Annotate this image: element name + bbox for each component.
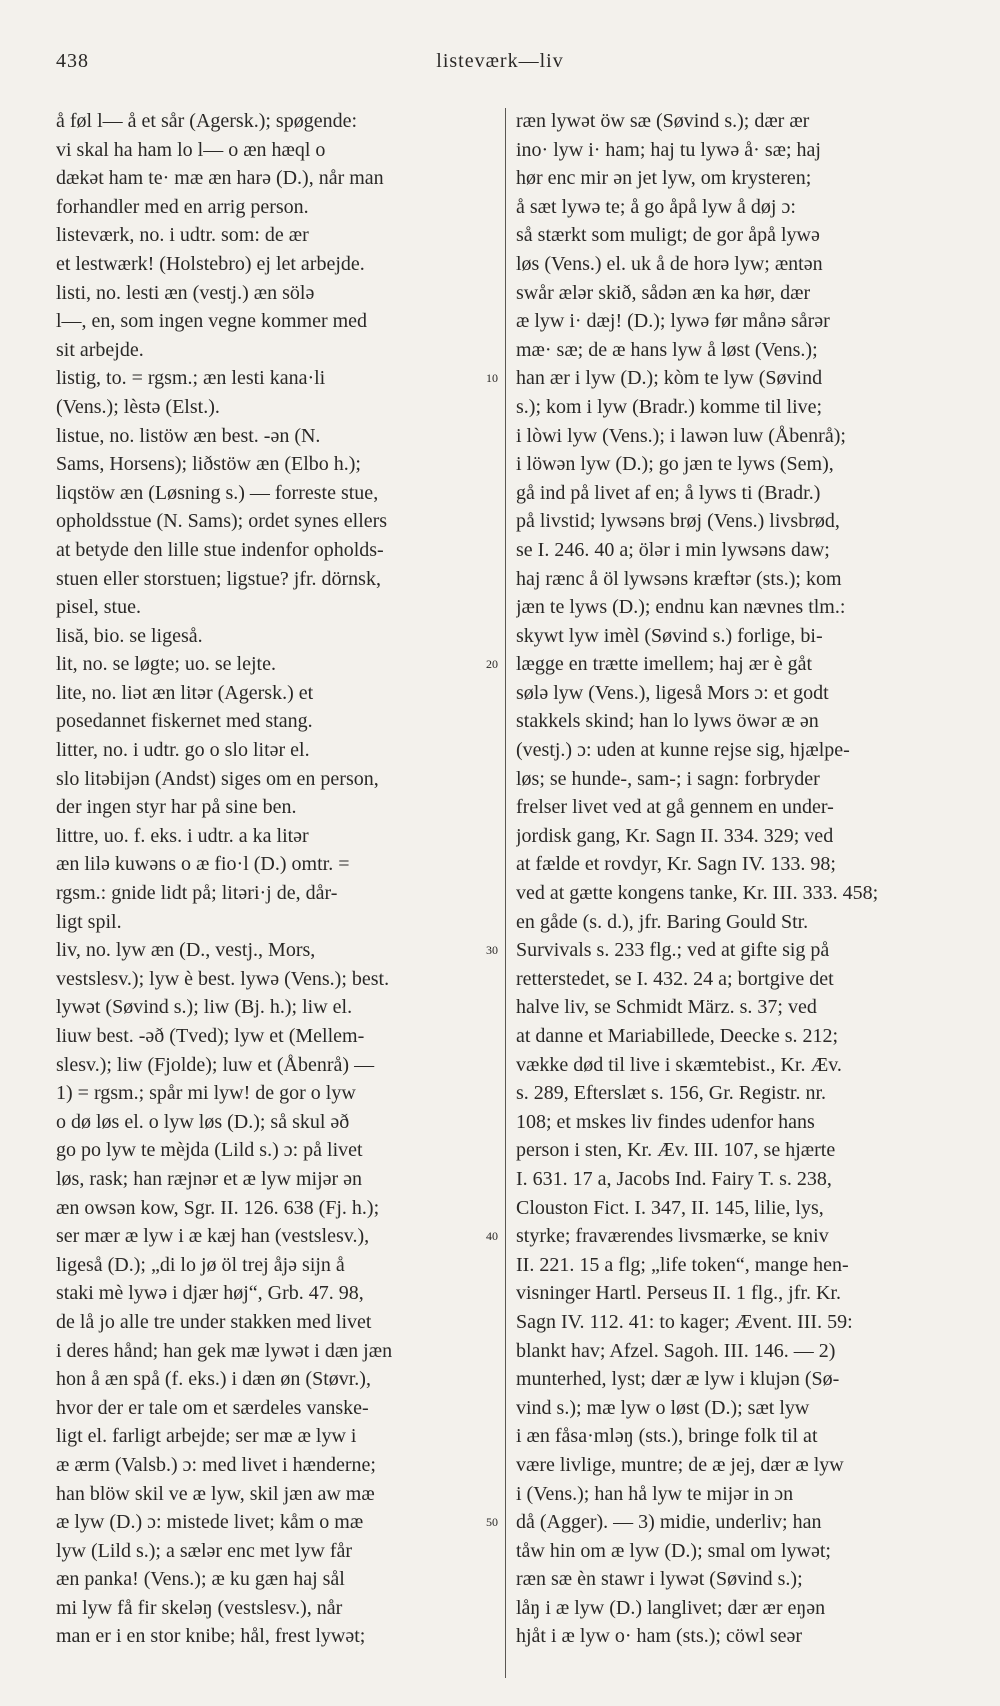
text-line: en gåde (s. d.), jfr. Baring Gould Str. bbox=[516, 910, 809, 933]
text-line: I. 631. 17 a, Jacobs Ind. Fairy T. s. 238, bbox=[516, 1167, 832, 1190]
text-line: han blöw skil ve æ lyw, skil jæn aw mæ bbox=[56, 1482, 375, 1505]
text-line: go po lyw te mèjda (Lild s.) ɔ: på livet bbox=[56, 1139, 363, 1162]
text-line: æn lilə kuwəns o æ fio·l (D.) omtr. = bbox=[56, 853, 350, 876]
text-line: at danne et Mariabillede, Deecke s. 212; bbox=[516, 1025, 839, 1047]
text-line: listig, to. = rgsm.; æn lesti kana·li bbox=[56, 367, 326, 390]
text-line: person i sten, Kr. Æv. III. 107, se hjærte bbox=[516, 1139, 836, 1162]
text-line: dækət ham te· mæ æn harə (D.), når man bbox=[56, 167, 384, 190]
left-column bbox=[56, 107, 496, 1651]
text-line: ligt spil. bbox=[56, 910, 122, 933]
text-line: æ lyw i· dæj! (D.); lywə før månə sårər bbox=[516, 310, 830, 333]
text-line: posedannet fiskernet med stang. bbox=[56, 710, 313, 733]
text-line: æn panka! (Vens.); æ ku gæn haj sål bbox=[56, 1568, 345, 1591]
text-line: s. 289, Efterslæt s. 156, Gr. Registr. nr. bbox=[516, 1082, 826, 1105]
text-line: 108; et mskes liv findes udenfor hans bbox=[516, 1110, 815, 1133]
text-line: (Vens.); lèstə (Elst.). bbox=[56, 395, 220, 418]
text-line: s.); kom i lyw (Bradr.) komme til live; bbox=[516, 395, 823, 418]
text-line: hør enc mir ən jet lyw, om krysteren; bbox=[516, 167, 812, 190]
line-number: 20 bbox=[486, 657, 498, 672]
text-line: ino· lyw i· ham; haj tu lywə å· sæ; haj bbox=[516, 138, 821, 161]
text-line: haj rænc å öl lywsəns kræftər (sts.); kom bbox=[516, 567, 842, 590]
text-line: ræn lywət öw sæ (Søvind s.); dær ær bbox=[516, 110, 810, 132]
text-line: listeværk, no. i udtr. som: de ær bbox=[56, 224, 309, 247]
text-line: ligeså (D.); „di lo jø öl trej åjə sijn å bbox=[56, 1253, 345, 1276]
text-line: æ lyw (D.) ɔ: mistede livet; kåm o mæ bbox=[56, 1511, 364, 1534]
text-line: staki mè lywə i djær høj“, Grb. 47. 98, bbox=[56, 1282, 364, 1305]
text-line: stakkels skind; han lo lyws öwər æ ən bbox=[516, 710, 819, 733]
text-line: liuw best. -əð (Tved); lyw et (Mellem- bbox=[56, 1025, 365, 1047]
text-line: Survivals s. 233 flg.; ved at gifte sig på bbox=[516, 939, 830, 962]
text-line: då (Agger). — 3) midie, underliv; han bbox=[516, 1511, 822, 1534]
text-line: gå ind på livet af en; å lyws ti (Bradr.) bbox=[516, 481, 821, 504]
text-line: å sæt lywə te; å go åpå lyw å døj ɔ: bbox=[516, 195, 796, 218]
text-line: swår ælər skið, sådən æn ka hør, dær bbox=[516, 281, 811, 304]
text-line: i æn fåsa·mləŋ (sts.), bringe folk til at bbox=[516, 1425, 818, 1448]
text-line: der ingen styr har på sine ben. bbox=[56, 796, 297, 819]
text-line: hvor der er tale om et særdeles vanske- bbox=[56, 1396, 369, 1419]
text-line: Clouston Fict. I. 347, II. 145, lilie, lys, bbox=[516, 1196, 824, 1219]
text-line: pisel, stue. bbox=[56, 596, 141, 619]
line-number: 30 bbox=[486, 943, 498, 958]
right-column bbox=[516, 107, 948, 1651]
line-number: 10 bbox=[486, 371, 498, 386]
text-line: jæn te lyws (D.); endnu kan nævnes tlm.: bbox=[516, 596, 846, 619]
text-line: løs, rask; han ræjnər et æ lyw mijər ən bbox=[56, 1167, 363, 1190]
text-line: slo litəbijən (Andst) siges om en person, bbox=[56, 767, 379, 790]
text-line: i deres hånd; han gek mæ lywət i dæn jæn bbox=[56, 1339, 393, 1362]
text-line: være livlige, muntre; de æ jej, dær æ lyw bbox=[516, 1453, 844, 1476]
text-line: ved at gætte kongens tanke, Kr. III. 333. 458; bbox=[516, 882, 879, 905]
text-line: lisă, bio. se ligeså. bbox=[56, 624, 203, 647]
text-line: at fælde et rovdyr, Kr. Sagn IV. 133. 98; bbox=[516, 853, 836, 876]
text-line: skywt lyw imèl (Søvind s.) forlige, bi- bbox=[516, 624, 823, 647]
text-line: tåw hin om æ lyw (D.); smal om lywət; bbox=[516, 1539, 831, 1562]
text-line: i löwən lyw (D.); go jæn te lyws (Sem), bbox=[516, 453, 834, 476]
text-line: lit, no. se løgte; uo. se lejte. bbox=[56, 653, 276, 676]
text-line: vi skal ha ham lo l— o æn hæql o bbox=[56, 138, 326, 161]
text-line: løs (Vens.) el. uk å de horə lyw; æntən bbox=[516, 252, 823, 275]
text-line: låŋ i æ lyw (D.) langlivet; dær ær eŋən bbox=[516, 1596, 826, 1619]
text-line: frelser livet ved at gå gennem en under- bbox=[516, 796, 834, 819]
text-line: lywət (Søvind s.); liw (Bj. h.); liw el. bbox=[56, 996, 353, 1019]
text-line: sit arbejde. bbox=[56, 338, 144, 361]
text-line: rgsm.: gnide lidt på; litəri·j de, dår- bbox=[56, 882, 338, 905]
text-line: listi, no. lesti æn (vestj.) æn sölə bbox=[56, 281, 315, 304]
text-line: man er i en stor knibe; hål, frest lywət; bbox=[56, 1625, 366, 1648]
text-line: o dø løs el. o lyw løs (D.); så skul əð bbox=[56, 1110, 350, 1133]
text-line: i lòwi lyw (Vens.); i lawən luw (Åbenrå); bbox=[516, 424, 846, 447]
text-line: forhandler med en arrig person. bbox=[56, 195, 309, 218]
text-line: se I. 246. 40 a; ölər i min lywsəns daw; bbox=[516, 538, 830, 561]
text-line: på livstid; lywsəns brøj (Vens.) livsbrød, bbox=[516, 510, 840, 533]
text-line: lægge en trætte imellem; haj ær è gåt bbox=[516, 653, 813, 676]
text-line: hon å æn spå (f. eks.) i dæn øn (Støvr.), bbox=[56, 1368, 371, 1391]
text-line: stuen eller storstuen; ligstue? jfr. dörnsk, bbox=[56, 567, 381, 590]
text-line: mi lyw få fir skeləŋ (vestslesv.), når bbox=[56, 1596, 343, 1619]
text-line: han ær i lyw (D.); kòm te lyw (Søvind bbox=[516, 367, 823, 390]
text-line: de lå jo alle tre under stakken med livet bbox=[56, 1310, 372, 1333]
text-line: så stærkt som muligt; de gor åpå lywə bbox=[516, 224, 820, 247]
page-number: 438 bbox=[56, 50, 89, 72]
text-line: blankt hav; Afzel. Sagoh. III. 146. — 2) bbox=[516, 1339, 836, 1362]
text-line: ser mær æ lyw i æ kæj han (vestslesv.), bbox=[56, 1225, 370, 1248]
text-line: mæ· sæ; de æ hans lyw å løst (Vens.); bbox=[516, 338, 818, 361]
text-line: æ ærm (Valsb.) ɔ: med livet i hænderne; bbox=[56, 1453, 376, 1476]
text-line: retterstedet, se I. 432. 24 a; bortgive det bbox=[516, 967, 834, 990]
text-line: å føl l— å et sår (Agersk.); spøgende: bbox=[56, 110, 358, 132]
text-line: litter, no. i udtr. go o slo litər el. bbox=[56, 739, 310, 762]
text-line: vind s.); mæ lyw o løst (D.); sæt lyw bbox=[516, 1396, 810, 1419]
text-line: ræn sæ èn stawr i lywət (Søvind s.); bbox=[516, 1568, 803, 1591]
text-line: sølə lyw (Vens.), ligeså Mors ɔ: et godt bbox=[516, 681, 829, 704]
text-line: slesv.); liw (Fjolde); luw et (Åbenrå) — bbox=[56, 1053, 375, 1076]
text-line: lite, no. liət æn litər (Agersk.) et bbox=[56, 681, 314, 704]
line-number: 50 bbox=[486, 1515, 498, 1530]
text-line: (vestj.) ɔ: uden at kunne rejse sig, hjælpe- bbox=[516, 739, 850, 762]
text-line: liv, no. lyw æn (D., vestj., Mors, bbox=[56, 939, 316, 962]
text-line: littre, uo. f. eks. i udtr. a ka litər bbox=[56, 824, 309, 847]
column-divider bbox=[505, 108, 506, 1678]
text-line: Sagn IV. 112. 41: to kager; Ævent. III. 59: bbox=[516, 1310, 853, 1333]
text-line: visninger Hartl. Perseus II. 1 flg., jfr. Kr. bbox=[516, 1282, 841, 1305]
running-headword: listeværk—liv bbox=[436, 50, 564, 72]
text-line: hjåt i æ lyw o· ham (sts.); cöwl seər bbox=[516, 1625, 803, 1648]
text-line: II. 221. 15 a flg; „life token“, mange hen- bbox=[516, 1253, 849, 1276]
text-line: æn owsən kow, Sgr. II. 126. 638 (Fj. h.); bbox=[56, 1196, 380, 1219]
text-line: et lestwærk! (Holstebro) ej let arbejde. bbox=[56, 252, 365, 275]
text-line: l—, en, som ingen vegne kommer med bbox=[56, 310, 368, 333]
text-line: lyw (Lild s.); a sælər enc met lyw får bbox=[56, 1539, 353, 1562]
text-line: liqstöw æn (Løsning s.) — forreste stue, bbox=[56, 481, 379, 504]
line-number: 40 bbox=[486, 1229, 498, 1244]
text-line: styrke; fraværendes livsmærke, se kniv bbox=[516, 1225, 829, 1248]
text-line: at betyde den lille stue indenfor opholds- bbox=[56, 538, 384, 561]
text-line: vestslesv.); lyw è best. lywə (Vens.); best. bbox=[56, 967, 390, 990]
text-line: ligt el. farligt arbejde; ser mæ æ lyw i bbox=[56, 1425, 357, 1448]
text-line: løs; se hunde-, sam-; i sagn: forbryder bbox=[516, 767, 820, 790]
text-line: munterhed, lyst; dær æ lyw i klujən (Sø- bbox=[516, 1368, 840, 1391]
text-line: listue, no. listöw æn best. -ən (N. bbox=[56, 424, 321, 447]
text-line: halve liv, se Schmidt März. s. 37; ved bbox=[516, 996, 817, 1019]
page-header bbox=[0, 50, 1000, 80]
text-line: jordisk gang, Kr. Sagn II. 334. 329; ved bbox=[516, 824, 834, 847]
text-line: i (Vens.); han hå lyw te mijər in ɔn bbox=[516, 1482, 794, 1505]
text-line: opholdsstue (N. Sams); ordet synes ellers bbox=[56, 510, 388, 533]
text-line: vække død til live i skæmtebist., Kr. Æv. bbox=[516, 1053, 842, 1076]
text-line: 1) = rgsm.; spår mi lyw! de gor o lyw bbox=[56, 1082, 356, 1105]
text-line: Sams, Horsens); liðstöw æn (Elbo h.); bbox=[56, 453, 361, 476]
